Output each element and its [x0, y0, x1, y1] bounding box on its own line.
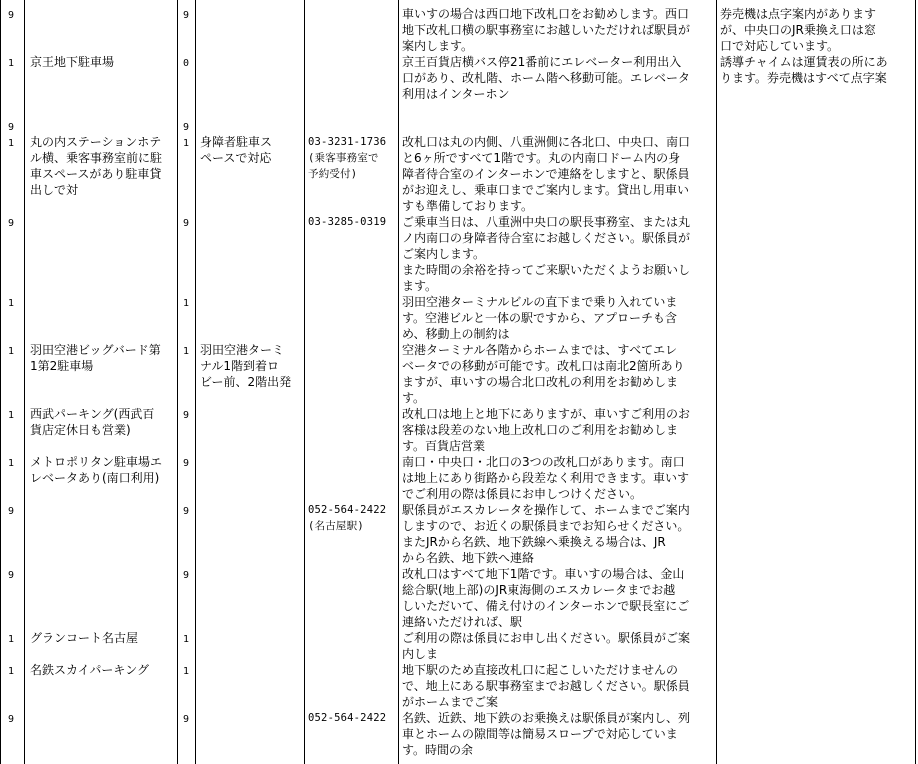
row-flag-1: 9: [8, 714, 15, 725]
access-description: 南口・中央口・北口の3つの改札口があります。南口 は地上にあり街路から段差なく利用できます。車いす でご利用の際は係員にお申しつけください。: [402, 455, 690, 501]
access-description: 車いすの場合は西口地下改札口をお勧めします。西口 地下改札口横の駅事務室にお越しいただければ駅員が 案内します。: [402, 7, 691, 53]
row-flag-1: 9: [8, 10, 15, 21]
contact-phone: 03-3231-1736 (乗客事務室で 予約受付): [308, 136, 387, 180]
extra-notes: 誘導チャイムは運賃表の所にあ ります。券売機はすべて点字案: [720, 55, 888, 85]
access-description: 空港ターミナル各階からホームまでは、すべてエレ ベータでの移動が可能です。改札口は南北2箇所あり ますが、車いすの場合北口改札の利用をお勧めしま す。: [402, 343, 685, 405]
parking-name: 丸の内ステーションホテ ル横、乗客事務室前に駐 車スペースがあり駐車貸 出しで対: [30, 135, 163, 197]
row-flag-1: 1: [8, 138, 15, 149]
column-divider: [24, 0, 25, 764]
access-description: 駅係員がエスカレータを操作して、ホームまでご案内 しますので、お近くの駅係員までお知らせください。 またJRから名鉄、地下鉄線へ乗換える場合は、JR から名鉄、地下鉄へ連絡: [402, 503, 690, 565]
column-divider: [195, 0, 196, 764]
row-flag-2: 0: [183, 58, 190, 69]
parking-name: 羽田空港ビッグバード第 1第2駐車場: [30, 343, 161, 373]
access-description: ご乗車当日は、八重洲中央口の駅長事務室、または丸 ノ内南口の身障者待合室にお越しください。駅係員が ご案内します。 また時間の余裕を持ってご来駅いただくようお願いし ます。: [402, 215, 691, 293]
row-flag-2: 9: [183, 570, 190, 581]
contact-phone: 03-3285-0319: [308, 216, 387, 228]
contact-phone: 052-564-2422: [308, 712, 387, 724]
parking-name: 西武パーキング(西武百 貨店定休日も営業): [30, 407, 155, 437]
column-divider: [304, 0, 305, 764]
parking-name: メトロポリタン駐車場エ レベータあり(南口利用): [30, 455, 163, 485]
column-divider: [177, 0, 178, 764]
facility-note: 羽田空港ターミ ナル1階到着ロ ビー前、2階出発: [200, 343, 292, 389]
extra-notes: 券売機は点字案内があります が、中央口のJR乗換え口は窓 口で対応しています。: [720, 7, 877, 53]
row-flag-1: 1: [8, 458, 15, 469]
row-flag-2: 9: [183, 10, 190, 21]
row-flag-1: 9: [8, 218, 15, 229]
row-flag-2: 9: [183, 218, 190, 229]
row-flag-2: 1: [183, 346, 190, 357]
access-description: 羽田空港ターミナルビルの直下まで乗り入れていま す。空港ビルと一体の駅ですから、アプローチも含 め、移動上の制約は: [402, 295, 678, 341]
row-flag-2: 1: [183, 138, 190, 149]
access-description: 京王百貨店横バス停21番前にエレベーター利用出入 口があり、改札階、ホーム階へ移動可能。エレベータ 利用はインターホン: [402, 55, 691, 101]
row-flag-1: 1: [8, 346, 15, 357]
column-divider: [398, 0, 399, 764]
row-flag-2: 1: [183, 634, 190, 645]
row-flag-1: 1: [8, 298, 15, 309]
row-flag-2: 9: [183, 506, 190, 517]
contact-phone: 052-564-2422 (名古屋駅): [308, 504, 387, 532]
row-flag-1: 1: [8, 666, 15, 677]
access-description: 改札口はすべて地下1階です。車いすの場合は、金山 総合駅(地上部)のJR東海側のエスカレータまでお越 しいただいて、備え付けのインターホンで駅長室にご 連絡いただければ、駅: [402, 567, 690, 629]
row-flag-1: 9: [8, 506, 15, 517]
row-flag-2: 9: [183, 458, 190, 469]
column-divider: [716, 0, 717, 764]
row-flag-1: 1: [8, 634, 15, 645]
access-description: 改札口は地上と地下にありますが、車いすご利用のお 客様は段差のない地上改札口のご利用をお勧めしま す。百貨店営業: [402, 407, 691, 453]
facility-note: 身障者駐車ス ペースで対応: [200, 135, 273, 165]
row-flag-1: 9: [8, 122, 15, 133]
row-flag-1: 9: [8, 570, 15, 581]
row-flag-1: 1: [8, 410, 15, 421]
row-flag-2: 1: [183, 666, 190, 677]
access-description: 名鉄、近鉄、地下鉄のお乗換えは駅係員が案内し、列 車とホームの隙間等は簡易スロープで対応していま す。時間の余: [402, 711, 691, 757]
access-description: ご利用の際は係員にお申し出ください。駅係員がご案 内しま: [402, 631, 691, 661]
row-flag-2: 9: [183, 410, 190, 421]
parking-name: 名鉄スカイパーキング: [30, 663, 150, 677]
row-flag-2: 9: [183, 122, 190, 133]
parking-name: グランコート名古屋: [30, 631, 139, 645]
access-description: 改札口は丸の内側、八重洲側に各北口、中央口、南口 と6ヶ所ですべて1階です。丸の内南口ドーム内の身 障者待合室のインターホンで連絡をしますと、駅係員 がお迎えし、乗車口までご案内します。貸出し用車い すも準備しております。: [402, 135, 691, 213]
access-description: 地下駅のため直接改札口に起こしいただけませんの で、地上にある駅事務室までお越しください。駅係員 がホームまでご案: [402, 663, 690, 709]
row-flag-2: 9: [183, 714, 190, 725]
row-flag-1: 1: [8, 58, 15, 69]
row-flag-2: 1: [183, 298, 190, 309]
parking-name: 京王地下駐車場: [30, 55, 115, 69]
